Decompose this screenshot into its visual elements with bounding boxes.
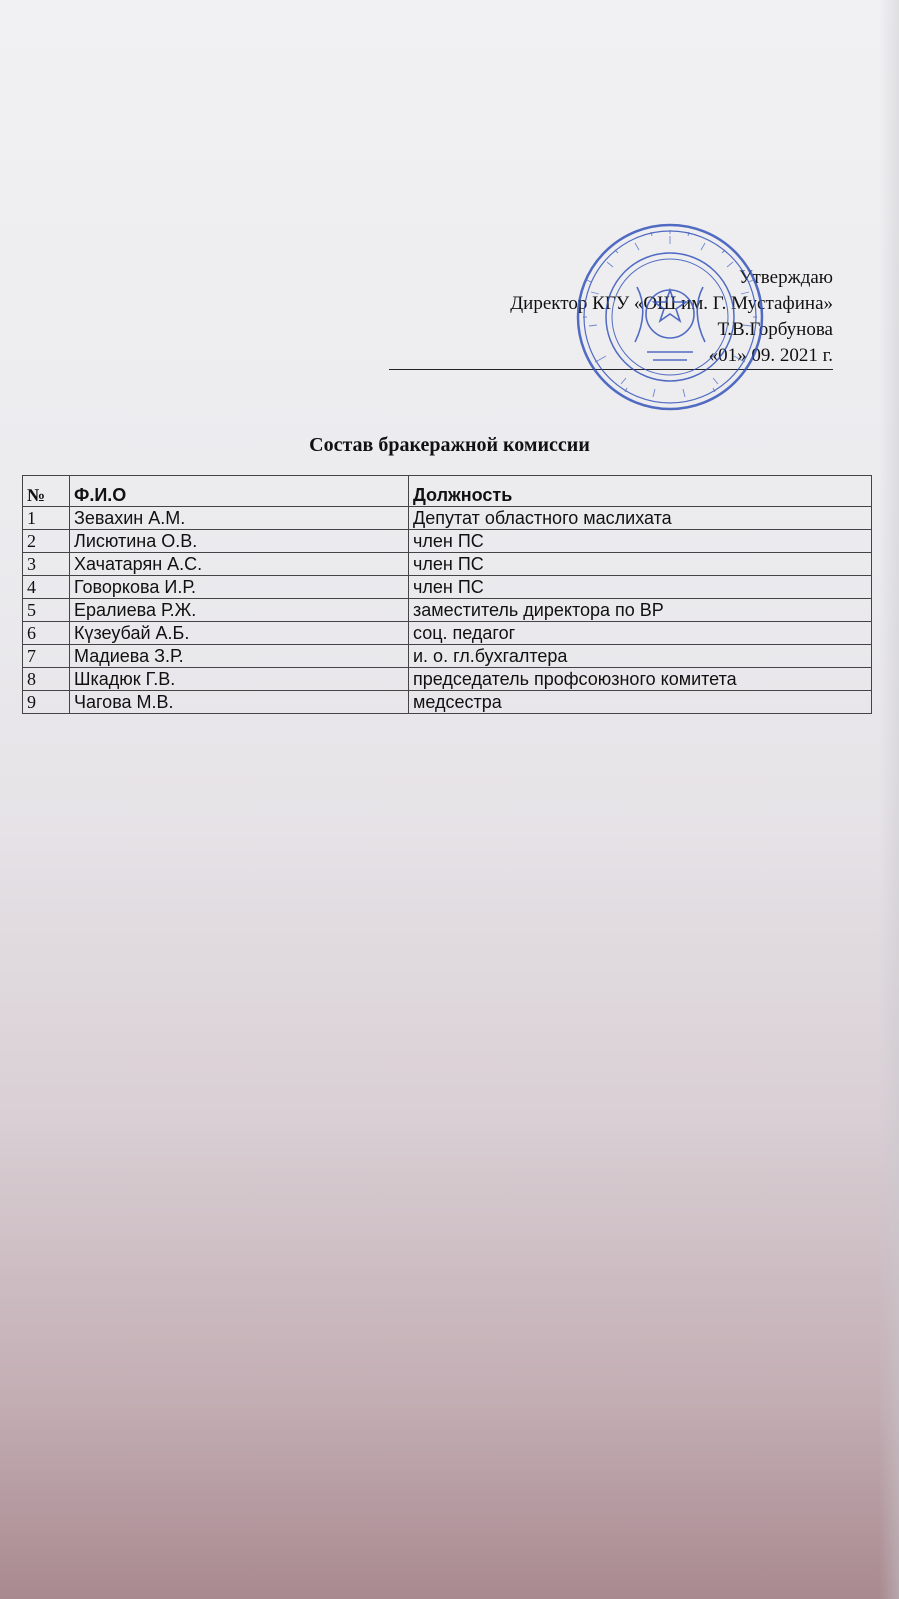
member-name: Зевахин А.М. (70, 507, 409, 530)
table-row (23, 576, 872, 599)
row-number: 4 (23, 576, 70, 599)
paper-edge (879, 0, 899, 1599)
member-position: соц. педагог (409, 622, 872, 645)
row-number: 3 (23, 553, 70, 576)
column-header-position: Должность (409, 476, 872, 507)
row-number: 8 (23, 668, 70, 691)
row-number: 7 (23, 645, 70, 668)
table-header-row (23, 476, 872, 507)
member-name: Күзеубай А.Б. (70, 622, 409, 645)
member-name: Чагова М.В. (70, 691, 409, 714)
column-header-number: № (23, 476, 70, 507)
member-position: член ПС (409, 553, 872, 576)
table-row (23, 691, 872, 714)
member-position: Депутат областного маслихата (409, 507, 872, 530)
table-row (23, 599, 872, 622)
member-name: Хачатарян А.С. (70, 553, 409, 576)
official-seal-icon (575, 222, 765, 412)
table-row (23, 530, 872, 553)
row-number: 1 (23, 507, 70, 530)
row-number: 5 (23, 599, 70, 622)
document-title: Состав бракеражной комиссии (309, 434, 590, 456)
member-position: и. о. гл.бухгалтера (409, 645, 872, 668)
member-name: Говоркова И.Р. (70, 576, 409, 599)
member-position: председатель профсоюзного комитета (409, 668, 872, 691)
approve-label: Утверждаю (739, 267, 833, 288)
signer-name: Т.В.Горбунова (717, 319, 833, 340)
table-row (23, 507, 872, 530)
member-name: Мадиева З.Р. (70, 645, 409, 668)
member-position: член ПС (409, 530, 872, 553)
table-row (23, 553, 872, 576)
commission-table (22, 475, 872, 714)
director-line: Директор КГУ «ОШ им. Г. Мустафина» (510, 293, 833, 314)
table-row (23, 668, 872, 691)
member-name: Лисютина О.В. (70, 530, 409, 553)
member-position: заместитель директора по ВР (409, 599, 872, 622)
row-number: 2 (23, 530, 70, 553)
member-position: член ПС (409, 576, 872, 599)
member-name: Ералиева Р.Ж. (70, 599, 409, 622)
member-name: Шкадюк Г.В. (70, 668, 409, 691)
member-position: медсестра (409, 691, 872, 714)
table-row (23, 622, 872, 645)
column-header-name: Ф.И.О (70, 476, 409, 507)
approval-date: «01» 09. 2021 г. (708, 345, 833, 366)
row-number: 6 (23, 622, 70, 645)
table-row (23, 645, 872, 668)
row-number: 9 (23, 691, 70, 714)
